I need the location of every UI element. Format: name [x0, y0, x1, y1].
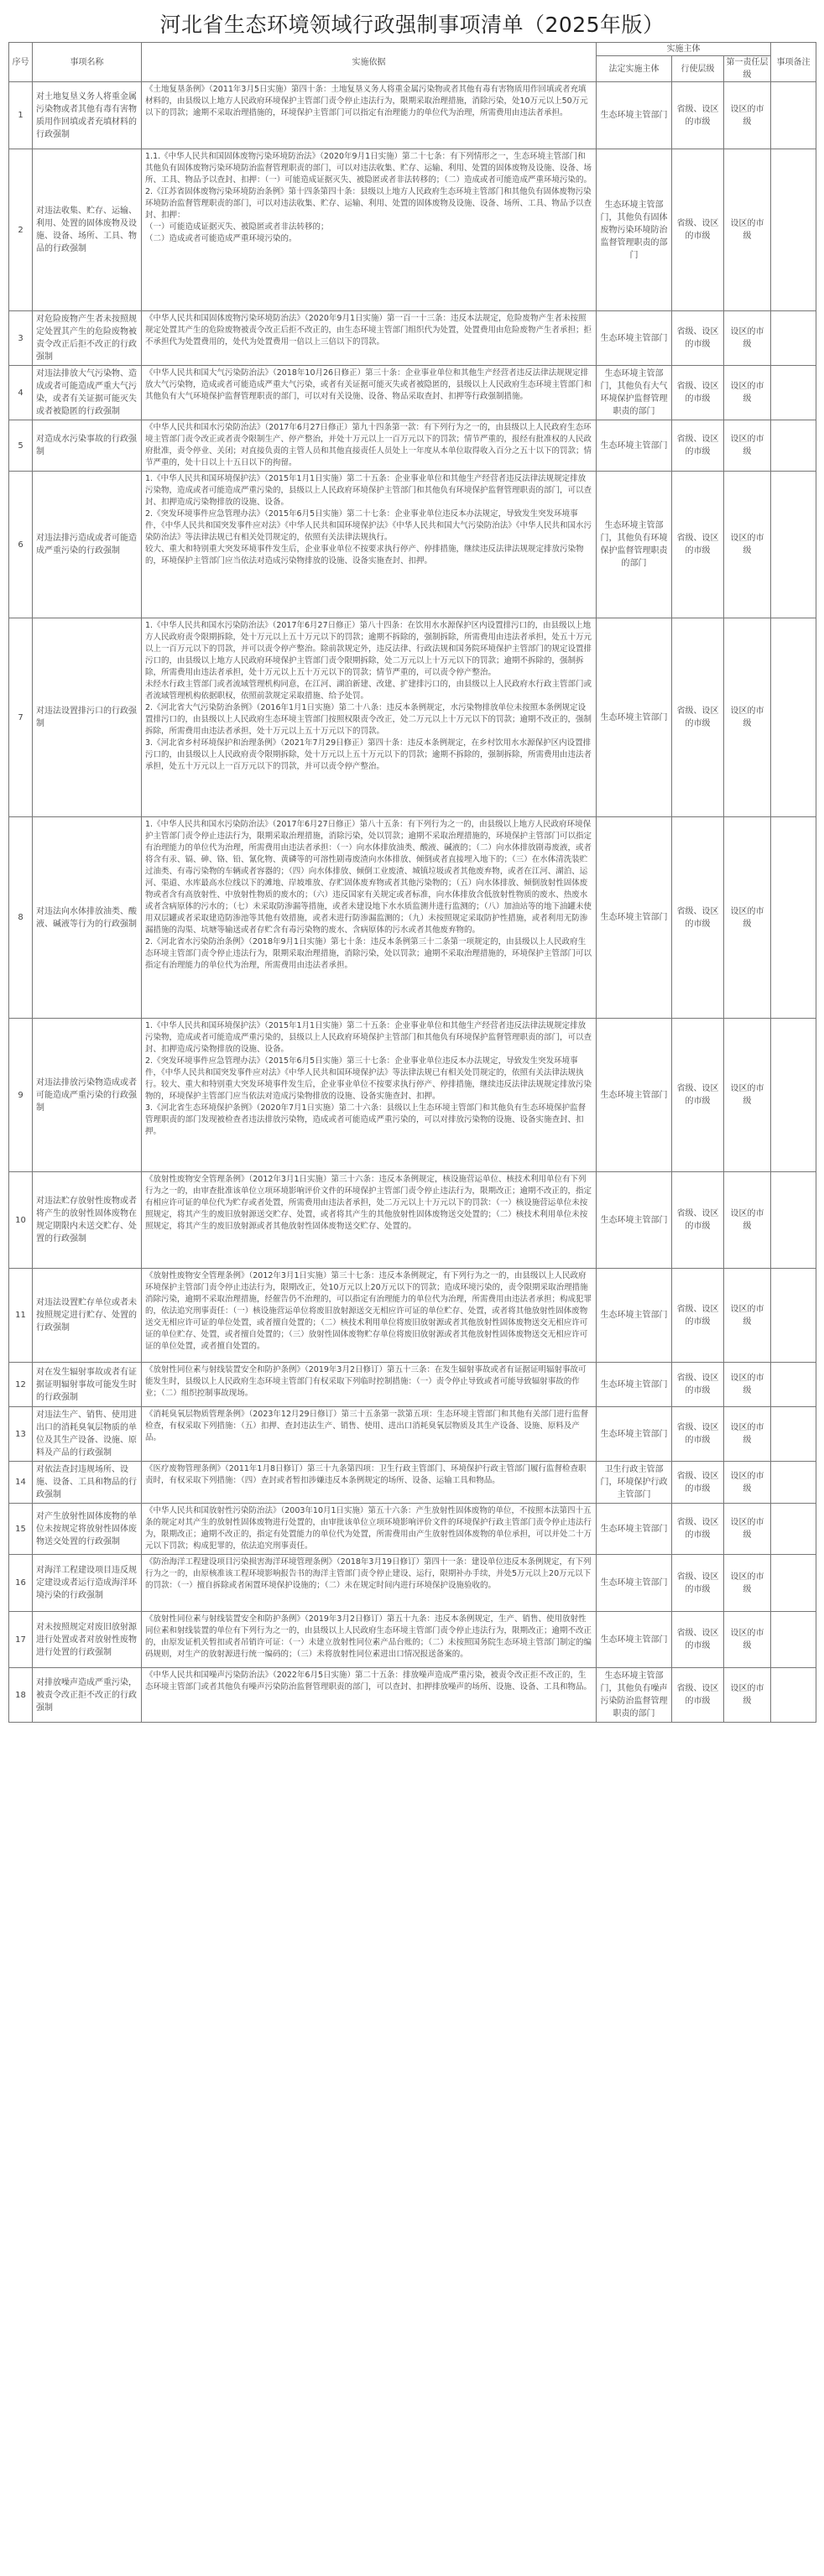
item-dept: 生态环境主管部门 [597, 311, 672, 366]
item-dept: 生态环境主管部门 [597, 1363, 672, 1407]
item-dept: 生态环境主管部门 [597, 817, 672, 1019]
item-level: 省级、设区的市级 [672, 1019, 724, 1172]
header-name: 事项名称 [33, 43, 142, 82]
item-name: 对在发生辐射事故或者有证据证明辐射事故可能发生时的行政强制 [33, 1363, 142, 1407]
item-level: 省级、设区的市级 [672, 1504, 724, 1555]
item-first-level: 设区的市级 [724, 311, 771, 366]
header-first: 第一责任层级 [724, 56, 771, 82]
item-level: 省级、设区的市级 [672, 472, 724, 618]
item-name: 对违法向水体排放油类、酸液、碱液等行为的行政强制 [33, 817, 142, 1019]
item-level: 省级、设区的市级 [672, 1462, 724, 1504]
row-number: 18 [9, 1668, 33, 1723]
item-basis: 1.《中华人民共和国水污染防治法》（2017年6月27日修正）第八十四条：在饮用水水源保护区内设置排污口的，由县级以上地方人民政府责令限期拆除，处十万元以上五十万元以下的罚款；逾期不拆除的，强制拆除，所需费用由违法者承担，处五十万元以上一百万元以下的罚款，并可以责令停产整治。除前款规定外，违反法律、行政法规和国务院环境保护主管部门的规定设置排污口的，由县级以上地方人民政府环境保护主管部门责令限期拆除，处二万元以上十万元以下的罚款；逾期不拆除的，强制拆除，所需费用由违法者承担，处十万元以上五十万元以下的罚款；情节严重的，可以责令停产整治。 未经水行政主管部门或者流域管理机构同意，在江河、湖泊新建、改建、扩建排污口的，由县级以上人民政府水行政主管部门或者流域管理机构依据职权，依照前款规定采取措施、给予处罚。 2.《河北省大气污染防治条例》（2016年1月1日实施）第二十八条：违反本条例规定，水污染物排放单位未按照本条例规定设置排污口的，由县级以上人民政府生态环境主管部门按照权限责令改正，处二万元以上十万元以下的罚款；逾期不改正的，强制拆除，所需费用由违法者承担，处十万元以上五十万元以下的罚款。 3.《河北省乡村环境保护和治理条例》（2021年7月29日修正）第四十条：违反本条例规定，在乡村饮用水水源保护区内设置排污口的，由县级以上人民政府责令限期拆除，处十万元以上五十万元以下的罚款；逾期不拆除的，强制拆除，所需费用由违法者承担，处五十万元以上一百万元以下的罚款，并可以责令停产整治。 [142, 618, 597, 817]
row-number: 11 [9, 1269, 33, 1363]
item-remark [771, 1363, 816, 1407]
item-first-level: 设区的市级 [724, 149, 771, 311]
row-number: 8 [9, 817, 33, 1019]
row-number: 13 [9, 1407, 33, 1462]
item-name: 对排放噪声造成严重污染，被责令改正拒不改正的行政强制 [33, 1668, 142, 1723]
item-level: 省级、设区的市级 [672, 817, 724, 1019]
table-row [9, 149, 816, 311]
header-dept: 法定实施主体 [597, 56, 672, 82]
item-level: 省级、设区的市级 [672, 366, 724, 420]
item-level: 省级、设区的市级 [672, 149, 724, 311]
item-remark [771, 366, 816, 420]
item-first-level: 设区的市级 [724, 1019, 771, 1172]
item-first-level: 设区的市级 [724, 618, 771, 817]
row-number: 6 [9, 472, 33, 618]
table-row [9, 1462, 816, 1504]
item-remark [771, 1172, 816, 1269]
item-basis: 1.《中华人民共和国环境保护法》（2015年1月1日实施）第二十五条：企业事业单位和其他生产经营者违反法律法规规定排放污染物，造成或者可能造成严重污染的，县级以上人民政府环境保护主管部门和其他负有环境保护监督管理职责的部门，可以查封、扣押造成污染物排放的设施、设备。 2.《突发环境事件应急管理办法》（2015年6月5日实施）第三十七条：企业事业单位违反本办法规定，导致发生突发环境事件，《中华人民共和国突发事件应对法》《中华人民共和国环境保护法》等法律法规已有相关处罚规定的，依照有关法律法规执行。较大、重大和特别重大突发环境事件发生后，企业事业单位不按要求执行停产、停排措施，继续违反法律法规规定排放污染物的，环境保护主管部门应当依法对造成污染物排放的设施、设备实施查封、扣押。 3.《河北省生态环境保护条例》（2020年7月1日实施）第二十六条：县级以上生态环境主管部门和其他负有生态环境保护监督管理职责的部门发现被检查者违法排放污染物，造成或者可能造成严重污染的，可以对排放污染物的设施、设备实施查封、扣押。 [142, 1019, 597, 1172]
item-name: 对危险废物产生者未按照规定处置其产生的危险废物被责令改正后拒不改正的行政强制 [33, 311, 142, 366]
item-first-level: 设区的市级 [724, 1363, 771, 1407]
table-row [9, 1172, 816, 1269]
header-no: 序号 [9, 43, 33, 82]
page-title: 河北省生态环境领域行政强制事项清单（2025年版） [159, 13, 665, 37]
header-basis: 实施依据 [142, 43, 597, 82]
item-name: 对违法排放大气污染物、造成或者可能造成严重大气污染，或者有关证据可能灭失或者被隐匿的行政强制 [33, 366, 142, 420]
table-row [9, 1668, 816, 1723]
item-first-level: 设区的市级 [724, 1172, 771, 1269]
item-remark [771, 1612, 816, 1668]
item-basis: 《中华人民共和国噪声污染防治法》（2022年6月5日实施）第二十五条：排放噪声造成严重污染，被责令改正拒不改正的，生态环境主管部门或者其他负有噪声污染防治监督管理职责的部门，可以查封、扣押排放噪声的场所、设施、设备、工具和物品。 [142, 1668, 597, 1723]
header-level: 行使层级 [672, 56, 724, 82]
table-body [9, 82, 816, 1723]
item-dept: 生态环境主管部门 [597, 1555, 672, 1612]
item-first-level: 设区的市级 [724, 1462, 771, 1504]
item-basis: 1.《中华人民共和国环境保护法》（2015年1月1日实施）第二十五条：企业事业单位和其他生产经营者违反法律法规规定排放污染物，造成或者可能造成严重污染的，县级以上人民政府环境保护主管部门和其他负有环境保护监督管理职责的部门，可以查封、扣押造成污染物排放的设施、设备。 2.《突发环境事件应急管理办法》（2015年6月5日实施）第二十七条：企业事业单位违反本办法规定，导致发生突发环境事件，《中华人民共和国突发事件应对法》《中华人民共和国环境保护法》《中华人民共和国大气污染防治法》《中华人民共和国水污染防治法》等法律法规已有相关处罚规定的，依照有关法律法规执行。 较大、重大和特别重大突发环境事件发生后，企业事业单位不按要求执行停产、停排措施，继续违反法律法规规定排放污染物的，环境保护主管部门应当依法对造成污染物排放的设施、设备实施查封、扣押。 [142, 472, 597, 618]
item-name: 对海洋工程建设项目违反规定建设或者运行造成海洋环境污染的行政强制 [33, 1555, 142, 1612]
item-dept: 生态环境主管部门 [597, 1504, 672, 1555]
item-dept: 生态环境主管部门 [597, 1269, 672, 1363]
table-row [9, 817, 816, 1019]
item-basis: 《中华人民共和国放射性污染防治法》（2003年10月1日实施）第五十六条：产生放射性固体废物的单位，不按照本法第四十五条的规定对其产生的放射性固体废物进行处置的，由审批该单位立项环境影响评价文件的环境保护行政主管部门责令停止违法行为，限期改正；逾期不改正的，指定有处置能力的单位代为处置，所需费用由产生放射性固体废物的单位承担，可以并处二十万元以下罚款；构成犯罪的，依法追究刑事责任。 [142, 1504, 597, 1555]
item-basis: 1.1.《中华人民共和国固体废物污染环境防治法》（2020年9月1日实施）第二十七条：有下列情形之一，生态环境主管部门和其他负有固体废物污染环境防治监督管理职责的部门，可以对违法收集、贮存、运输、利用、处置的固体废物及设施、设备、场所、工具、物品予以查封、扣押：（一）可能造成证据灭失、被隐匿或者非法转移的；（二）造成或者可能造成严重环境污染的。 2.《江苏省固体废物污染环境防治条例》第十四条第四十条：县级以上地方人民政府生态环境主管部门和其他负有固体废物污染环境防治监督管理职责的部门，可以对违法收集、贮存、运输、利用、处置的固体废物及设施、设备、场所、工具、物品予以查封、扣押： （一）可能造成证据灭失、被隐匿或者非法转移的； （二）造成或者可能造成严重环境污染的。 [142, 149, 597, 311]
item-name: 对土地复垦义务人将重金属污染物或者其他有毒有害物质用作回填或者充填材料的行政强制 [33, 82, 142, 149]
item-dept: 生态环境主管部门 [597, 618, 672, 817]
item-basis: 1.《中华人民共和国水污染防治法》（2017年6月27日修正）第八十五条：有下列行为之一的，由县级以上地方人民政府环境保护主管部门责令停止违法行为，限期采取治理措施，消除污染，处以罚款；逾期不采取治理措施的，环境保护主管部门可以指定有治理能力的单位代为治理，所需费用由违法者承担：（一）向水体排放油类、酸液、碱液的；（二）向水体排放剧毒废液，或者将含有汞、镉、砷、铬、铅、氰化物、黄磷等的可溶性剧毒废渣向水体排放、倾倒或者直接埋入地下的；（三）在水体清洗装贮过油类、有毒污染物的车辆或者容器的；（四）向水体排放、倾倒工业废渣、城镇垃圾或者其他废弃物，或者在江河、湖泊、运河、渠道、水库最高水位线以下的滩地、岸坡堆放、存贮固体废弃物或者其他污染物的；（五）向水体排放、倾倒放射性固体废物或者含有高放射性、中放射性物质的废水的；（六）违反国家有关规定或者标准，向水体排放含低放射性物质的废水、热废水或者含病原体的污水的；（七）未采取防渗漏等措施，或者未建设地下水水质监测井进行监测的；（八）加油站等的地下油罐未使用双层罐或者采取建造防渗池等其他有效措施，或者未进行防渗漏监测的；（九）未按照规定采取防护性措施，或者利用无防渗漏措施的沟渠、坑塘等输送或者存贮含有毒污染物的废水、含病原体的污水或者其他废弃物的。 2.《河北省水污染防治条例》（2018年9月1日实施）第七十条：违反本条例第三十二条第一项规定的，由县级以上人民政府生态环境主管部门责令停止违法行为，限期采取治理措施，消除污染，处以罚款；逾期不采取治理措施的，环境保护主管部门可以指定有治理能力的单位代为治理，所需费用由违法者承担。 [142, 817, 597, 1019]
item-level: 省级、设区的市级 [672, 311, 724, 366]
row-number: 9 [9, 1019, 33, 1172]
item-remark [771, 1668, 816, 1723]
item-remark [771, 817, 816, 1019]
item-name: 对依法查封违规场所、设施、设备、工具和物品的行政强制 [33, 1462, 142, 1504]
item-remark [771, 1504, 816, 1555]
table-row [9, 366, 816, 420]
row-number: 7 [9, 618, 33, 817]
item-level: 省级、设区的市级 [672, 420, 724, 472]
item-name: 对违法排污造成或者可能造成严重污染的行政强制 [33, 472, 142, 618]
item-level: 省级、设区的市级 [672, 1407, 724, 1462]
row-number: 14 [9, 1462, 33, 1504]
item-basis: 《放射性废物安全管理条例》（2012年3月1日实施）第三十六条：违反本条例规定，核设施营运单位、核技术利用单位有下列行为之一的，由审查批准该单位立项环境影响评价文件的环境保护主管部门责令停止违法行为，限期改正；逾期不改正的，指定有相应许可证的单位代为贮存或者处置，所需费用由违法者承担，处二万元以上十万元以下的罚款：（一）核设施营运单位未按照规定，将其产生的废旧放射源送交贮存、处置，或者将其产生的其他放射性固体废物送交处置的；（二）核技术利用单位未按照规定，将其产生的废旧放射源或者其他放射性固体废物送交贮存、处置的。 [142, 1172, 597, 1269]
item-name: 对违法设置贮存单位或者未按照规定进行贮存、处置的行政强制 [33, 1269, 142, 1363]
table-row [9, 1555, 816, 1612]
header-subject: 实施主体 [597, 43, 771, 56]
row-number: 12 [9, 1363, 33, 1407]
item-level: 省级、设区的市级 [672, 1269, 724, 1363]
item-first-level: 设区的市级 [724, 1407, 771, 1462]
item-level: 省级、设区的市级 [672, 82, 724, 149]
item-first-level: 设区的市级 [724, 1269, 771, 1363]
item-name: 对违法贮存放射性废物或者将产生的放射性固体废物在规定期限内未送交贮存、处置的行政强制 [33, 1172, 142, 1269]
item-first-level: 设区的市级 [724, 817, 771, 1019]
item-remark [771, 1555, 816, 1612]
item-basis: 《消耗臭氧层物质管理条例》（2023年12月29日修订）第三十五条第一款第五项：生态环境主管部门和其他有关部门进行监督检查，有权采取下列措施：（五）扣押、查封违法生产、销售、使用、进出口消耗臭氧层物质及其生产设备、设施、原料及产品。 [142, 1407, 597, 1462]
item-basis: 《放射性废物安全管理条例》（2012年3月1日实施）第三十七条：违反本条例规定，有下列行为之一的，由县级以上人民政府环境保护主管部门责令停止违法行为，限期改正，处10万元以上20万元以下的罚款；造成环境污染的，责令限期采取治理措施消除污染，逾期不采取治理措施，经催告仍不治理的，可以指定有治理能力的单位代为治理，所需费用由违法者承担；构成犯罪的，依法追究刑事责任：（一）核设施营运单位将废旧放射源送交无相应许可证的单位贮存、处置，或者将其他放射性固体废物送交无相应许可证的单位处置，或者擅自处置的；（二）核技术利用单位将废旧放射源或者其他放射性固体废物送交无相应许可证的单位贮存、处置，或者擅自处置的；（三）放射性固体废物贮存单位将废旧放射源或者其他放射性固体废物送交无相应许可证的单位处置，或者擅自处置的。 [142, 1269, 597, 1363]
table-row [9, 82, 816, 149]
item-dept: 生态环境主管部门 [597, 1172, 672, 1269]
item-first-level: 设区的市级 [724, 1612, 771, 1668]
item-name: 对违法收集、贮存、运输、利用、处置的固体废物及设施、设备、场所、工具、物品的行政强制 [33, 149, 142, 311]
item-dept: 卫生行政主管部门，环境保护行政主管部门 [597, 1462, 672, 1504]
item-name: 对违法生产、销售、使用进出口的消耗臭氧层物质的单位及其生产设备、设施、原料及产品的行政强制 [33, 1407, 142, 1462]
row-number: 10 [9, 1172, 33, 1269]
item-level: 省级、设区的市级 [672, 618, 724, 817]
item-dept: 生态环境主管部门 [597, 420, 672, 472]
table-row [9, 420, 816, 472]
item-remark [771, 149, 816, 311]
item-name: 对产生放射性固体废物的单位未按规定将放射性固体废物送交处置的行政强制 [33, 1504, 142, 1555]
item-level: 省级、设区的市级 [672, 1612, 724, 1668]
item-basis: 《中华人民共和国大气污染防治法》（2018年10月26日修正）第三十条：企业事业单位和其他生产经营者违反法律法规规定排放大气污染物，造成或者可能造成严重大气污染，或者有关证据可能灭失或者被隐匿的，县级以上人民政府生态环境主管部门和其他负有大气环境保护监督管理职责的部门，可以对有关设施、设备、物品采取查封、扣押等行政强制措施。 [142, 366, 597, 420]
item-dept: 生态环境主管部门，其他负有固体废物污染环境防治监督管理职责的部门 [597, 149, 672, 311]
item-basis: 《中华人民共和国水污染防治法》（2017年6月27日修正）第九十四条第一款：有下列行为之一的，由县级以上人民政府生态环境主管部门责令改正或者责令限制生产、停产整治，并处十万元以上一百万元以下的罚款；情节严重的，报经有批准权的人民政府批准，责令停业、关闭；对直接负责的主管人员和其他直接责任人员处上一年度从本单位取得收入百分之五十以下的罚款；情节严重的，处十日以上十五日以下的拘留。 [142, 420, 597, 472]
item-remark [771, 1407, 816, 1462]
item-basis: 《放射性同位素与射线装置安全和防护条例》（2019年3月2日修订）第五十九条：违反本条例规定，生产、销售、使用放射性同位素和射线装置的单位有下列行为之一的，由县级以上人民政府生态环境主管部门责令停止违法行为，限期改正；逾期不改正的，由原发证机关暂扣或者吊销许可证：（一）未建立放射性同位素产品台账的；（二）未按照国务院生态环境主管部门制定的编码规则，对生产的放射源进行统一编码的；（三）未将放射性同位素进出口情况报送备案的。 [142, 1612, 597, 1668]
item-remark [771, 420, 816, 472]
item-dept: 生态环境主管部门，其他负有噪声污染防治监督管理职责的部门 [597, 1668, 672, 1723]
row-number: 15 [9, 1504, 33, 1555]
item-basis: 《防治海洋工程建设项目污染损害海洋环境管理条例》（2018年3月19日修订）第四十一条：建设单位违反本条例规定，有下列行为之一的，由原核准该工程环境影响报告书的海洋主管部门责令停止建设、运行，限期补办手续，并处5万元以上20万元以下的罚款：（一）擅自拆除或者闲置环境保护设施的；（二）未在规定时间内进行环境保护设施验收的。 [142, 1555, 597, 1612]
item-first-level: 设区的市级 [724, 420, 771, 472]
header-remark: 事项备注 [771, 43, 816, 82]
item-first-level: 设区的市级 [724, 1668, 771, 1723]
table-row [9, 1269, 816, 1363]
item-first-level: 设区的市级 [724, 82, 771, 149]
item-dept: 生态环境主管部门，其他负有环境保护监督管理职责的部门 [597, 472, 672, 618]
table-row [9, 1019, 816, 1172]
item-level: 省级、设区的市级 [672, 1555, 724, 1612]
table-row [9, 472, 816, 618]
table-row [9, 1612, 816, 1668]
row-number: 4 [9, 366, 33, 420]
item-remark [771, 472, 816, 618]
table-row [9, 311, 816, 366]
item-basis: 《中华人民共和国固体废物污染环境防治法》（2020年9月1日实施）第一百一十三条：违反本法规定，危险废物产生者未按照规定处置其产生的危险废物被责令改正后拒不改正的，由生态环境主管部门组织代为处置，处置费用由危险废物产生者承担；拒不承担代为处置费用的，处代为处置费用一倍以上三倍以下的罚款。 [142, 311, 597, 366]
item-name: 对造成水污染事故的行政强制 [33, 420, 142, 472]
item-basis: 《放射性同位素与射线装置安全和防护条例》（2019年3月2日修订）第五十三条：在发生辐射事故或者有证据证明辐射事故可能发生时，县级以上人民政府生态环境主管部门有权采取下列临时控制措施：（一）责令停止导致或者可能导致辐射事故的作业；（二）组织控制事故现场。 [142, 1363, 597, 1407]
item-first-level: 设区的市级 [724, 1504, 771, 1555]
items-table [8, 42, 816, 1723]
item-remark [771, 311, 816, 366]
item-remark [771, 1462, 816, 1504]
item-level: 省级、设区的市级 [672, 1668, 724, 1723]
item-first-level: 设区的市级 [724, 366, 771, 420]
item-dept: 生态环境主管部门 [597, 82, 672, 149]
table-row [9, 1363, 816, 1407]
row-number: 16 [9, 1555, 33, 1612]
item-name: 对违法排放污染物造成或者可能造成严重污染的行政强制 [33, 1019, 142, 1172]
item-basis: 《土地复垦条例》（2011年3月5日实施）第四十条：土地复垦义务人将重金属污染物或者其他有毒有害物质用作回填或者充填材料的，由县级以上地方人民政府环境保护主管部门责令停止违法行为，限期采取治理措施，消除污染，处10万元以上50万元以下的罚款；逾期不采取治理措施的，环境保护主管部门可以指定有治理能力的单位代为治理，所需费用由违法者承担。 [142, 82, 597, 149]
item-first-level: 设区的市级 [724, 472, 771, 618]
item-dept: 生态环境主管部门，其他负有大气环境保护监督管理职责的部门 [597, 366, 672, 420]
item-name: 对未按照规定对废旧放射源进行处置或者对放射性废物进行处置的行政强制 [33, 1612, 142, 1668]
item-remark [771, 1269, 816, 1363]
item-dept: 生态环境主管部门 [597, 1407, 672, 1462]
item-remark [771, 618, 816, 817]
row-number: 3 [9, 311, 33, 366]
item-dept: 生态环境主管部门 [597, 1019, 672, 1172]
item-first-level: 设区的市级 [724, 1555, 771, 1612]
row-number: 2 [9, 149, 33, 311]
item-remark [771, 82, 816, 149]
table-row [9, 1407, 816, 1462]
row-number: 1 [9, 82, 33, 149]
table-row [9, 618, 816, 817]
table-header [9, 43, 816, 82]
item-level: 省级、设区的市级 [672, 1363, 724, 1407]
item-remark [771, 1019, 816, 1172]
row-number: 5 [9, 420, 33, 472]
table-row [9, 1504, 816, 1555]
item-name: 对违法设置排污口的行政强制 [33, 618, 142, 817]
item-level: 省级、设区的市级 [672, 1172, 724, 1269]
item-basis: 《医疗废物管理条例》（2011年1月8日修订）第三十九条第四项：卫生行政主管部门、环境保护行政主管部门履行监督检查职责时，有权采取下列措施：（四）查封或者暂扣涉嫌违反本条例规定的场所、设备、运输工具和物品。 [142, 1462, 597, 1504]
row-number: 17 [9, 1612, 33, 1668]
item-dept: 生态环境主管部门 [597, 1612, 672, 1668]
